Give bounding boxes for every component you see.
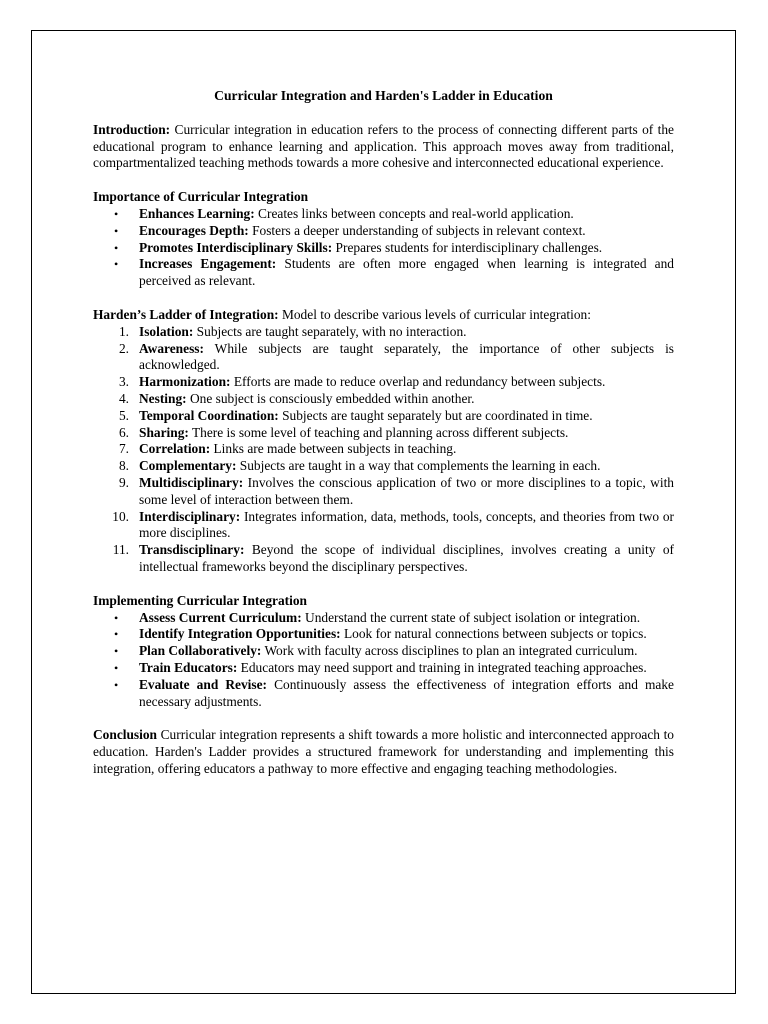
- ladder-label: Harden’s Ladder of Integration:: [93, 306, 279, 322]
- item-number: 1.: [118, 323, 129, 339]
- list-item: [93, 223, 674, 240]
- ladder-item: [93, 408, 674, 425]
- item-text: Subjects are taught separately, with no interaction.: [193, 323, 467, 339]
- ladder-list: [93, 324, 674, 576]
- item-text: Prepares students for interdisciplinary challenges.: [332, 239, 603, 255]
- bullet-marker: •: [114, 206, 119, 221]
- ladder-item: [93, 509, 674, 543]
- item-text: Creates links between concepts and real-world application.: [254, 205, 574, 221]
- importance-list: [93, 206, 674, 290]
- item-number: 7.: [118, 441, 129, 457]
- ladder-item: [93, 542, 674, 576]
- ladder-item: [93, 391, 674, 408]
- item-number: 11.: [112, 542, 129, 558]
- item-term: Isolation:: [139, 323, 194, 339]
- bullet-marker: •: [114, 240, 119, 255]
- item-term: Encourages Depth:: [139, 222, 249, 238]
- item-text: Fosters a deeper understanding of subjects in relevant context.: [248, 222, 586, 238]
- item-term: Complementary:: [139, 458, 237, 474]
- bullet-marker: •: [114, 644, 119, 659]
- ladder-item: [93, 458, 674, 475]
- ladder-item: [93, 475, 674, 509]
- list-item: [93, 643, 674, 660]
- conclusion-text: Curricular integration represents a shift towards a more holistic and interconnected approach to education. Harden's Ladder provides a structured framework for understanding and implementing this integration, offering educators a pathway to more effective and engaging teaching methodologies.: [93, 727, 674, 776]
- item-text: Look for natural connections between subjects or topics.: [340, 626, 647, 642]
- ladder-item: [93, 425, 674, 442]
- ladder-intro: [93, 307, 674, 324]
- item-text: One subject is consciously embedded within another.: [186, 390, 475, 406]
- item-number: 6.: [118, 424, 129, 440]
- introduction-text: Curricular integration in education refers to the process of connecting different parts of the educational program to enhance learning and application. This approach moves away from traditional, compartmentalized teaching methods towards a more cohesive and interconnected educational experience.: [93, 121, 674, 171]
- implementing-list: [93, 610, 674, 711]
- item-term: Enhances Learning:: [139, 205, 255, 221]
- item-text: Beyond the scope of individual disciplines, involves creating a unity of intellectual frameworks beyond the disciplinary perspectives.: [139, 542, 674, 574]
- item-text: Efforts are made to reduce overlap and redundancy between subjects.: [230, 374, 606, 390]
- bullet-marker: •: [114, 257, 119, 272]
- ladder-item: [93, 324, 674, 341]
- item-term: Plan Collaboratively:: [139, 643, 262, 659]
- item-number: 5.: [118, 407, 129, 423]
- item-text: Educators may need support and training in integrated teaching approaches.: [237, 659, 647, 675]
- item-text: Involves the conscious application of two or more disciplines to a topic, with some level of interaction between them.: [139, 474, 674, 507]
- list-item: [93, 677, 674, 711]
- ladder-text: Model to describe various levels of curricular integration:: [278, 306, 591, 322]
- item-term: Temporal Coordination:: [139, 407, 279, 423]
- item-term: Evaluate and Revise:: [139, 676, 268, 692]
- item-text: Work with faculty across disciplines to plan an integrated curriculum.: [261, 643, 638, 659]
- item-term: Multidisciplinary:: [139, 474, 244, 490]
- bullet-marker: •: [114, 677, 119, 692]
- document-title: Curricular Integration and Harden's Ladder in Education: [214, 88, 553, 103]
- item-number: 10.: [112, 508, 129, 524]
- item-text: While subjects are taught separately, the importance of other subjects is acknowledged.: [139, 340, 674, 373]
- conclusion-label: Conclusion: [93, 727, 157, 743]
- ladder-item: [93, 441, 674, 458]
- item-text: Integrates information, data, methods, tools, concepts, and theories from two or more disciplines.: [139, 508, 674, 541]
- item-text: Students are often more engaged when learning is integrated and perceived as relevant.: [139, 256, 674, 289]
- list-item: [93, 206, 674, 223]
- bullet-marker: •: [114, 223, 119, 238]
- item-term: Transdisciplinary:: [139, 542, 245, 558]
- introduction-paragraph: [93, 122, 674, 172]
- implementing-heading: Implementing Curricular Integration: [93, 592, 307, 608]
- item-term: Identify Integration Opportunities:: [139, 626, 341, 642]
- item-term: Interdisciplinary:: [139, 508, 241, 524]
- ladder-item: [93, 341, 674, 375]
- item-text: There is some level of teaching and planning across different subjects.: [188, 424, 569, 440]
- item-term: Awareness:: [139, 340, 204, 356]
- bullet-marker: •: [114, 627, 119, 642]
- item-term: Assess Current Curriculum:: [139, 609, 302, 625]
- bullet-marker: •: [114, 610, 119, 625]
- item-number: 4.: [118, 390, 129, 406]
- importance-heading: Importance of Curricular Integration: [93, 189, 309, 205]
- item-term: Nesting:: [139, 390, 187, 406]
- item-term: Correlation:: [139, 441, 211, 457]
- ladder-item: [93, 374, 674, 391]
- list-item: [93, 240, 674, 257]
- list-item: [93, 610, 674, 627]
- document-body: [93, 88, 674, 778]
- item-term: Increases Engagement:: [139, 256, 277, 272]
- item-term: Harmonization:: [139, 374, 231, 390]
- list-item: [93, 626, 674, 643]
- list-item: [93, 660, 674, 677]
- item-term: Promotes Interdisciplinary Skills:: [139, 239, 333, 255]
- item-text: Subjects are taught separately but are coordinated in time.: [278, 407, 593, 423]
- item-term: Sharing:: [139, 424, 189, 440]
- bullet-marker: •: [114, 660, 119, 675]
- item-number: 8.: [118, 458, 129, 474]
- item-text: Continuously assess the effectiveness of integration efforts and make necessary adjustments.: [139, 676, 674, 709]
- item-number: 2.: [118, 340, 129, 356]
- item-term: Train Educators:: [139, 659, 238, 675]
- item-text: Understand the current state of subject isolation or integration.: [301, 609, 641, 625]
- item-number: 3.: [118, 374, 129, 390]
- list-item: [93, 256, 674, 290]
- item-text: Links are made between subjects in teaching.: [210, 441, 457, 457]
- item-number: 9.: [118, 474, 129, 490]
- introduction-label: Introduction:: [93, 121, 171, 137]
- item-text: Subjects are taught in a way that complements the learning in each.: [236, 458, 601, 474]
- conclusion-paragraph: [93, 727, 674, 777]
